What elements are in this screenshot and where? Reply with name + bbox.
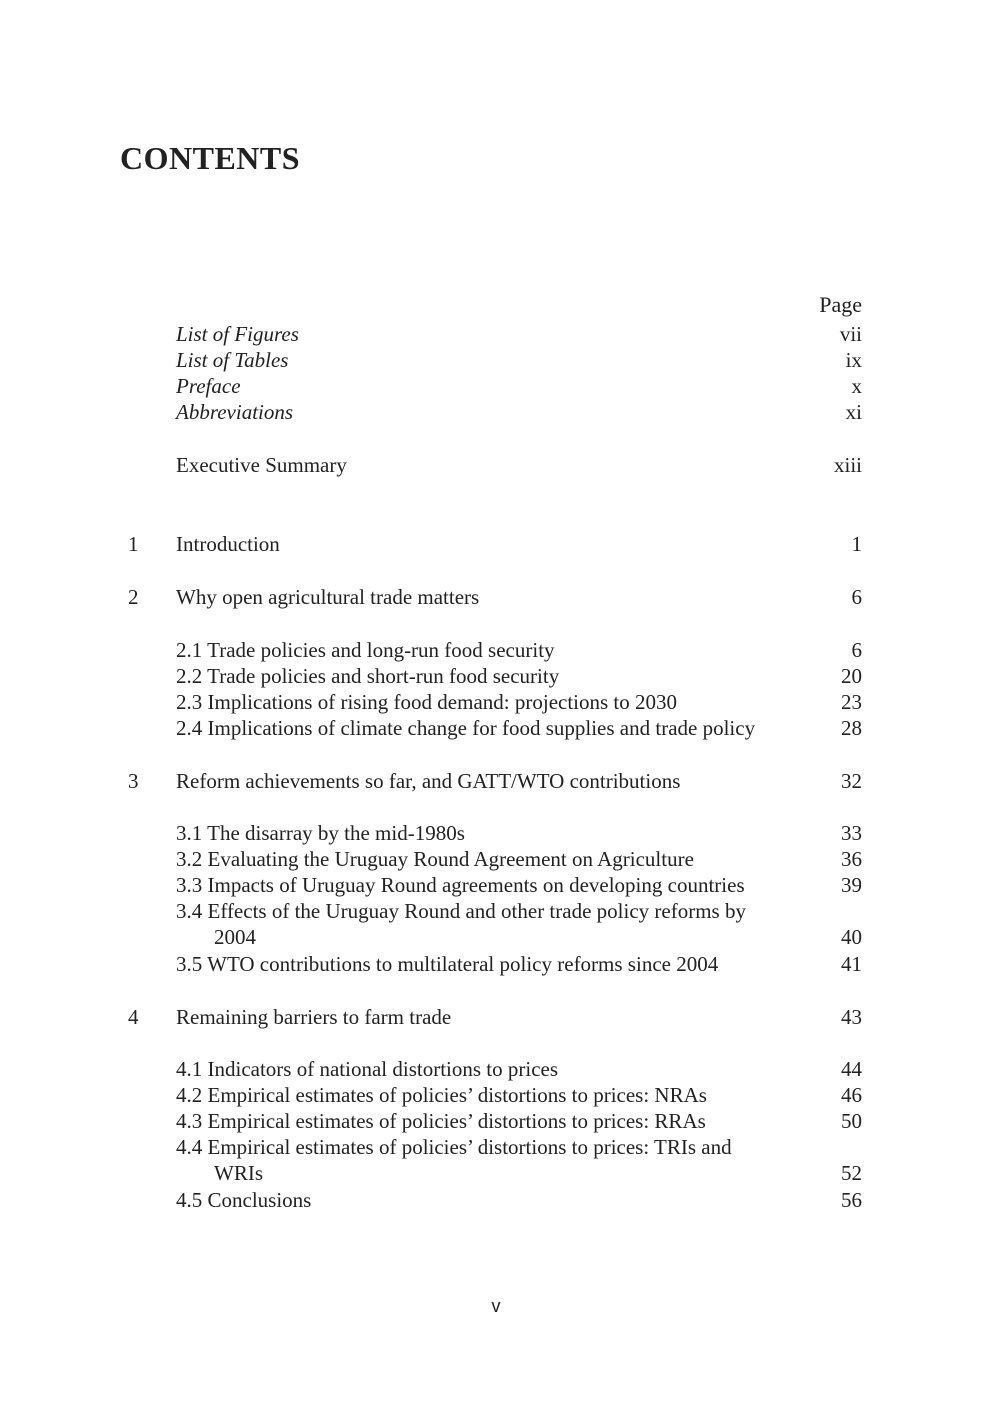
toc-entry-page: 39	[841, 873, 862, 897]
toc-section[interactable]	[0, 950, 992, 978]
chapter-title: Introduction	[176, 532, 280, 556]
toc-section[interactable]	[0, 1107, 992, 1135]
chapter-number: 2	[128, 585, 139, 609]
section-label: 4.2 Empirical estimates of policies’ distortions to prices: NRAs	[176, 1083, 707, 1107]
toc-entry-label: List of Figures	[176, 322, 299, 346]
toc-entry-front[interactable]	[0, 320, 992, 348]
toc-section[interactable]	[0, 1186, 992, 1214]
page-number-footer: v	[491, 1296, 501, 1316]
chapter-number: 1	[128, 532, 139, 556]
section-label: 3.5 WTO contributions to multilateral policy reforms since 2004	[176, 952, 719, 976]
section-label: 4.4 Empirical estimates of policies’ distortions to prices: TRIs and	[176, 1135, 732, 1159]
toc-entry-front[interactable]	[0, 346, 992, 374]
toc-entry-page: 43	[841, 1005, 862, 1029]
toc-section-continuation[interactable]	[0, 1159, 992, 1187]
toc-section[interactable]	[0, 714, 992, 742]
chapter-title: Reform achievements so far, and GATT/WTO contributions	[176, 769, 681, 793]
toc-section[interactable]	[0, 871, 992, 899]
toc-entry-page: 36	[841, 847, 862, 871]
section-label: 4.3 Empirical estimates of policies’ distortions to prices: RRAs	[176, 1109, 706, 1133]
section-label-continuation: WRIs	[214, 1161, 263, 1185]
section-label: 3.3 Impacts of Uruguay Round agreements on developing countries	[176, 873, 745, 897]
toc-entry-page: ix	[845, 348, 862, 372]
toc-chapter-2[interactable]	[0, 583, 992, 611]
toc-entry-page: xiii	[833, 453, 862, 477]
section-label: 3.1 The disarray by the mid-1980s	[176, 821, 465, 845]
toc-entry-page: 33	[841, 821, 862, 845]
toc-section[interactable]	[0, 1081, 992, 1109]
toc-chapter-1[interactable]	[0, 530, 992, 558]
section-label: 2.2 Trade policies and short-run food security	[176, 664, 560, 688]
chapter-number: 3	[128, 769, 139, 793]
section-label: 3.4 Effects of the Uruguay Round and other trade policy reforms by	[176, 899, 746, 923]
chapter-title: Remaining barriers to farm trade	[176, 1005, 452, 1029]
toc-entry-page: 32	[841, 769, 862, 793]
toc-entry-page: 52	[841, 1161, 862, 1185]
chapter-number: 4	[128, 1005, 139, 1029]
toc-entry-page: 20	[841, 664, 862, 688]
toc-entry-page: 41	[841, 952, 862, 976]
section-label: 2.1 Trade policies and long-run food security	[176, 638, 555, 662]
section-label: 4.1 Indicators of national distortions to prices	[176, 1057, 559, 1081]
toc-entry-label: Abbreviations	[176, 400, 294, 424]
toc-entry-label: Executive Summary	[176, 453, 347, 477]
toc-entry-page: 1	[851, 532, 862, 556]
toc-entry-page: 23	[841, 690, 862, 714]
toc-chapter-4[interactable]	[0, 1003, 992, 1031]
section-label: 3.2 Evaluating the Uruguay Round Agreement on Agriculture	[176, 847, 694, 871]
toc-entry-label: List of Tables	[176, 348, 289, 372]
page-title: CONTENTS	[120, 140, 301, 176]
toc-section[interactable]	[0, 688, 992, 716]
toc-entry-page: xi	[845, 400, 862, 424]
toc-entry-label: Preface	[176, 374, 241, 398]
toc-section[interactable]	[0, 819, 992, 847]
toc-chapter-3[interactable]	[0, 767, 992, 795]
toc-entry-page: 50	[841, 1109, 862, 1133]
toc-entry-page: x	[851, 374, 862, 398]
toc-entry-executive-summary[interactable]	[0, 451, 992, 479]
toc-entry-page: 6	[851, 638, 862, 662]
toc-section[interactable]	[0, 1055, 992, 1083]
chapter-title: Why open agricultural trade matters	[176, 585, 480, 609]
toc-entry-page: 6	[851, 585, 862, 609]
toc-entry-page: 44	[841, 1057, 862, 1081]
section-label: 2.3 Implications of rising food demand: projections to 2030	[176, 690, 678, 714]
toc-entry-front[interactable]	[0, 372, 992, 400]
section-label: 4.5 Conclusions	[176, 1188, 312, 1212]
section-label: 2.4 Implications of climate change for food supplies and trade policy	[176, 716, 756, 740]
page-column-header: Page	[819, 292, 862, 317]
toc-section[interactable]	[0, 636, 992, 664]
toc-entry-front[interactable]	[0, 398, 992, 426]
toc-section[interactable]	[0, 845, 992, 873]
section-label-continuation: 2004	[214, 925, 256, 949]
toc-section[interactable]	[0, 1133, 992, 1161]
toc-section[interactable]	[0, 662, 992, 690]
toc-section[interactable]	[0, 897, 992, 925]
toc-entry-page: 46	[841, 1083, 862, 1107]
toc-entry-page: 28	[841, 716, 862, 740]
toc-section-continuation[interactable]	[0, 923, 992, 951]
toc-entry-page: 40	[841, 925, 862, 949]
toc-entry-page: 56	[841, 1188, 862, 1212]
toc-entry-page: vii	[839, 322, 862, 346]
